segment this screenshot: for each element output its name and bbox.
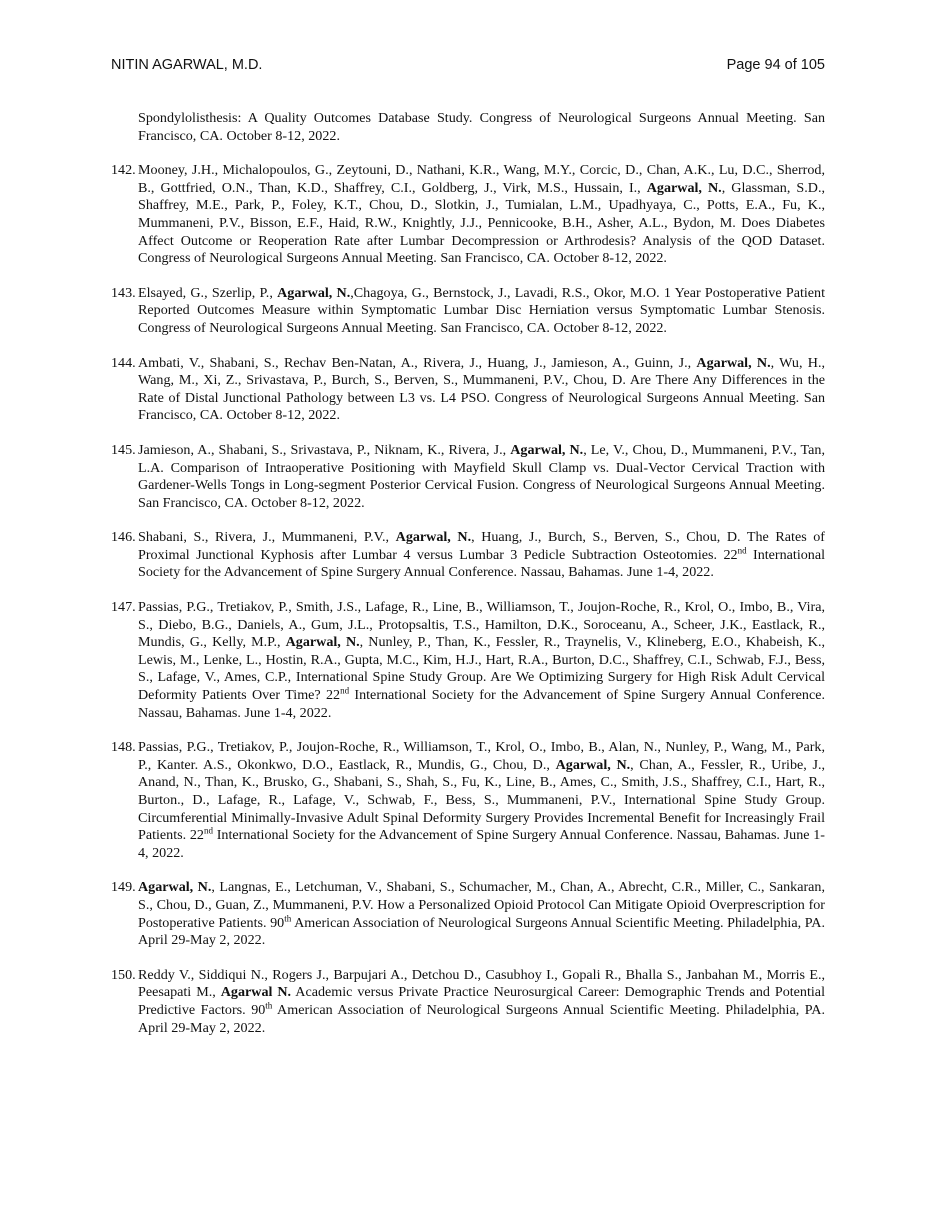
reference-text: Passias, P.G., Tretiakov, P., Smith, J.S., Lafage, R., Line, B., Williamson, T., Joujon-Roche, R., Krol, O., Imbo, B., Vira, S., Diebo, B.G., Daniels, A., Gum, J.L., Protopsaltis, T.S., Hamilton, D.K., Soroceanu, A., Scheer, J.K., Eastlack, R., Mundis, G., Kelly, M.P., Agarwal, N., Nunley, P., Than, K., Fessler, R., Traynelis, V., Klineberg, E.O., Khabeish, K., Lewis, M., Lenke, L., Hostin, R.A., Gupta, M.C., Kim, H.J., Hart, R.A., Burton, D.C., Shaffrey, C.I., Schwab, F.J., Bess, S., Lafage, V., Ames, C.P., International Spine Study Group. Are We Optimizing Surgery for High Risk Adult Cervical Deformity Patients Over Time? 22nd International Society for the Advancement of Spine Surgery Annual Conference. Nassau, Bahamas. June 1-4, 2022. (138, 599, 825, 721)
reference-text: Ambati, V., Shabani, S., Rechav Ben-Natan, A., Rivera, J., Huang, J., Jamieson, A., Guinn, J., Agarwal, N., Wu, H., Wang, M., Xi, Z., Srivastava, P., Burch, S., Berven, S., Mummaneni, P.V., Chou, D. Are There Any Differences in the Rate of Distal Junctional Pathology between L3 vs. L4 PSO. Congress of Neurological Surgeons Annual Meeting. San Francisco, CA. October 8-12, 2022. (138, 354, 825, 424)
highlighted-author: Agarwal, N. (555, 756, 631, 773)
reference-number: 143. (111, 284, 136, 301)
reference-text: Agarwal, N., Langnas, E., Letchuman, V., Shabani, S., Schumacher, M., Chan, A., Abrecht, C.R., Miller, C., Sankaran, S., Chou, D., Guan, Z., Mummaneni, P.V. How a Personalized Opioid Protocol Can Mitigate Opioid Overprescription for Postoperative Patients. 90th American Association of Neurological Surgeons Annual Scientific Meeting. Philadelphia, PA. April 29-May 2, 2022. (138, 879, 826, 949)
highlighted-author: Agarwal N. (220, 984, 292, 1001)
references-list (111, 110, 825, 1054)
reference-number: 148. (111, 739, 136, 756)
reference-number: 145. (111, 441, 136, 458)
reference-item (111, 285, 825, 338)
header-page-number: Page 94 of 105 (726, 57, 825, 73)
reference-number: 146. (111, 529, 136, 546)
reference-item (111, 162, 825, 268)
highlighted-author: Agarwal, N. (696, 354, 771, 371)
header-name: NITIN AGARWAL, M.D. (111, 57, 263, 73)
reference-item (111, 739, 825, 862)
reference-number: 144. (111, 354, 136, 371)
reference-item (111, 442, 825, 512)
reference-item (111, 355, 825, 425)
reference-text: Jamieson, A., Shabani, S., Srivastava, P., Niknam, K., Rivera, J., Agarwal, N., Le, V., Chou, D., Mummaneni, P.V., Tan, L.A. Comparison of Intraoperative Positioning with Mayfield Skull Clamp vs. Dual-Vector Cervical Traction with Gardener-Wells Tongs in Long-segment Posterior Cervical Fusion. Congress of Neurological Surgeons Annual Meeting. San Francisco, CA. October 8-12, 2022. (138, 441, 825, 511)
reference-number: 147. (111, 599, 136, 616)
reference-item (111, 879, 825, 949)
continued-reference: Spondylolisthesis: A Quality Outcomes Database Study. Congress of Neurological Surgeons Annual Meeting. San Francisco, CA. October 8-12, 2022. (138, 110, 825, 144)
highlighted-author: Agarwal, N. (285, 634, 360, 651)
ordinal-superscript: nd (737, 545, 747, 556)
reference-item (111, 599, 825, 722)
reference-item (111, 529, 825, 582)
reference-text: Mooney, J.H., Michalopoulos, G., Zeytouni, D., Nathani, K.R., Wang, M.Y., Corcic, D., Chan, A.K., Lu, D.C., Sherrod, B., Gottfried, O.N., Than, K.D., Shaffrey, C.I., Goldberg, J., Virk, M.S., Hussain, I., Agarwal, N., Glassman, S.D., Shaffrey, M.E., Park, P., Foley, K.T., Chou, D., Slotkin, J., Tumialan, L.M., Upadhyaya, C., Potts, E.A., Fu, K., Mummaneni, P.V., Bisson, E.F., Haid, R.W., Knightly, J.J., Pennicooke, B.H., Asher, A.L., Bydon, M. Does Diabetes Affect Outcome or Reoperation Rate after Lumbar Decompression or Arthrodesis? Analysis of the QOD Dataset. Congress of Neurological Surgeons Annual Meeting. San Francisco, CA. October 8-12, 2022. (138, 162, 826, 267)
highlighted-author: Agarwal, N. (395, 529, 472, 546)
ordinal-superscript: nd (340, 685, 350, 696)
reference-text: Elsayed, G., Szerlip, P., Agarwal, N.,Chagoya, G., Bernstock, J., Lavadi, R.S., Okor, M.O. 1 Year Postoperative Patient Reported Outcomes Measure within Symptomatic Lumbar Disc Herniation versus Symptomatic Lumbar Stenosis. Congress of Neurological Surgeons Annual Meeting. San Francisco, CA. October 8-12, 2022. (138, 284, 825, 336)
ordinal-superscript: th (284, 912, 292, 923)
reference-number: 149. (111, 879, 136, 896)
highlighted-author: Agarwal, N. (277, 284, 351, 301)
highlighted-author: Agarwal, N. (646, 179, 722, 196)
highlighted-author: Agarwal, N. (510, 441, 584, 458)
reference-number: 150. (111, 966, 136, 983)
reference-item (111, 967, 825, 1037)
reference-text: Reddy V., Siddiqui N., Rogers J., Barpujari A., Detchou D., Casubhoy I., Gopali R., Bhalla S., Janbahan M., Morris E., Peesapati M., Agarwal N. Academic versus Private Practice Neurosurgical Career: Demographic Trends and Potential Predictive Factors. 90th American Association of Neurological Surgeons Annual Scientific Meeting. Philadelphia, PA. April 29-May 2, 2022. (138, 966, 825, 1036)
reference-text: Shabani, S., Rivera, J., Mummaneni, P.V., Agarwal, N., Huang, J., Burch, S., Berven, S., Chou, D. The Rates of Proximal Junctional Kyphosis after Lumbar 4 versus Lumbar 3 Pedicle Subtraction Osteotomies. 22nd International Society for the Advancement of Spine Surgery Annual Conference. Nassau, Bahamas. June 1-4, 2022. (138, 529, 826, 581)
highlighted-author: Agarwal, N. (138, 879, 212, 896)
ordinal-superscript: th (265, 1000, 273, 1011)
reference-text: Passias, P.G., Tretiakov, P., Joujon-Roche, R., Williamson, T., Krol, O., Imbo, B., Alan, N., Nunley, P., Wang, M., Park, P., Kanter. A.S., Okonkwo, D.O., Eastlack, R., Mundis, G., Chou, D., Agarwal, N., Chan, A., Fessler, R., Uribe, J., Anand, N., Than, K., Brusko, G., Shabani, S., Shah, S., Fu, K., Line, B., Ames, C., Smith, J.S., Shaffrey, C.I., Hart, R., Burton., D., Lafage, R., Lafage, V., Schwab, F., Bess, S., Mummaneni, P.V., International Spine Study Group. Circumferential Minimally-Invasive Adult Spinal Deformity Surgery Provides Incremental Benefit for Increasingly Frail Patients. 22nd International Society for the Advancement of Spine Surgery Annual Conference. Nassau, Bahamas. June 1-4, 2022. (138, 739, 825, 861)
ordinal-superscript: nd (203, 825, 213, 836)
reference-number: 142. (111, 162, 136, 179)
